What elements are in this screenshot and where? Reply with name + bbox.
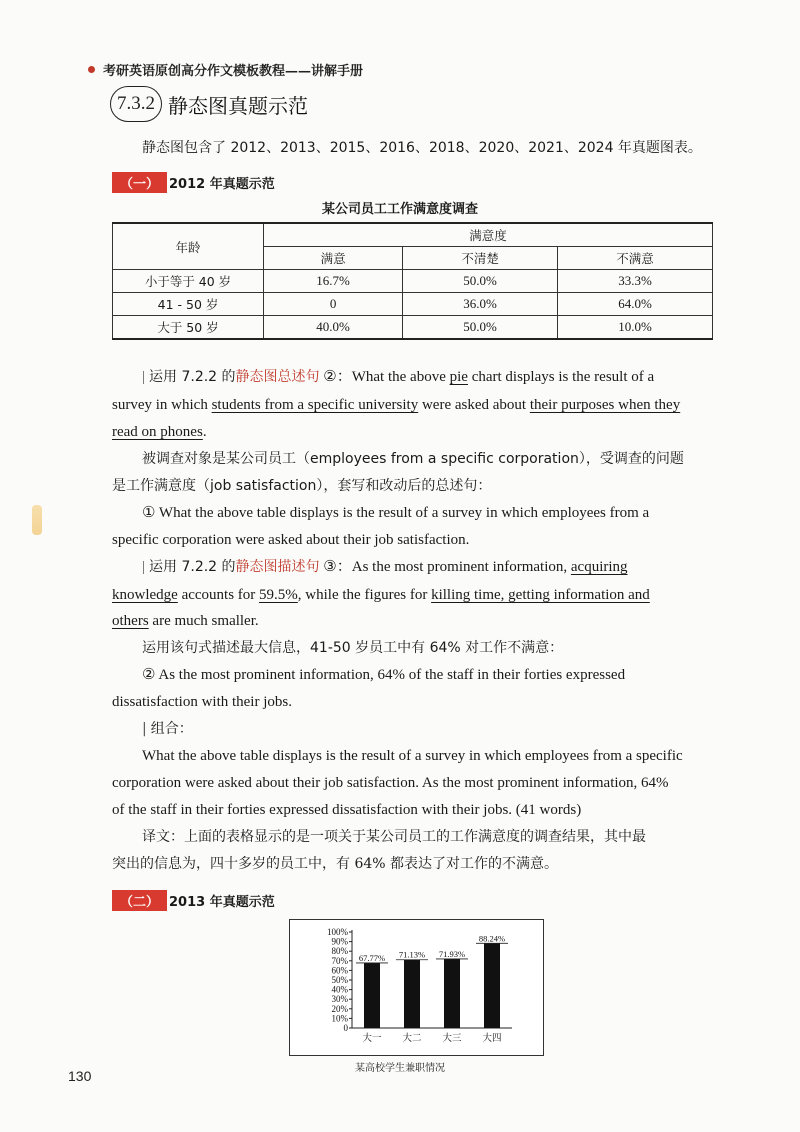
subheader-satisfied: 满意 bbox=[264, 247, 403, 270]
y-tick-label: 60% bbox=[331, 965, 348, 976]
running-header bbox=[88, 60, 363, 79]
bar bbox=[404, 960, 420, 1028]
largest-info-note: 运用该句式描述最大信息，41-50 岁员工中有 64% 对工作不满意： bbox=[142, 640, 564, 656]
quote-bar-icon: | bbox=[142, 559, 146, 575]
page-smudge bbox=[32, 505, 42, 535]
table-cell: 64.0% bbox=[558, 293, 713, 316]
y-tick-label: 90% bbox=[331, 936, 348, 947]
y-tick-label: 0 bbox=[343, 1023, 348, 1033]
category-label: 大一 bbox=[362, 1033, 382, 1044]
sentence1-line2: specific corporation were asked about their job satisfaction. bbox=[112, 532, 470, 548]
subheading-2012 bbox=[112, 172, 275, 193]
y-tick-label: 20% bbox=[331, 1003, 348, 1014]
description-reference-line3: others are much smaller. bbox=[112, 613, 259, 629]
subheading-badge: （二） bbox=[112, 890, 167, 911]
table-cell: 50.0% bbox=[403, 316, 558, 340]
y-tick-label: 10% bbox=[331, 1013, 348, 1024]
table-cell: 40.0% bbox=[264, 316, 403, 340]
table-row bbox=[113, 293, 713, 316]
bar bbox=[444, 959, 460, 1028]
running-title: 考研英语原创高分作文模板教程——讲解手册 bbox=[103, 64, 364, 79]
table-cell: 0 bbox=[264, 293, 403, 316]
subheading-text: 2013 年真题示范 bbox=[169, 895, 275, 910]
table-cell: 16.7% bbox=[264, 270, 403, 293]
category-label: 大四 bbox=[482, 1033, 502, 1044]
section-heading bbox=[110, 86, 308, 122]
sentence1-line1: ① What the above table displays is the result of a survey in which employees from a bbox=[142, 505, 650, 521]
table-cell: 33.3% bbox=[558, 270, 713, 293]
subheading-2013 bbox=[112, 890, 275, 911]
quote-bar-icon: | bbox=[142, 721, 147, 737]
col-header-age: 年龄 bbox=[113, 223, 264, 270]
bar-chart bbox=[290, 920, 543, 1055]
category-label: 大三 bbox=[442, 1033, 462, 1044]
data-label: 67.77% bbox=[358, 952, 386, 963]
y-tick-label: 30% bbox=[331, 994, 348, 1005]
description-reference-line2: knowledge accounts for 59.5%, while the figures for killing time, getting information and bbox=[112, 587, 650, 603]
section-title: 静态图真题示范 bbox=[168, 93, 308, 118]
summary-reference-line3: read on phones. bbox=[112, 424, 207, 440]
chart-frame bbox=[289, 919, 544, 1056]
col-header-satisfaction: 满意度 bbox=[264, 223, 713, 247]
y-tick-label: 80% bbox=[331, 946, 348, 957]
y-tick-label: 40% bbox=[331, 984, 348, 995]
final-essay-line1: What the above table displays is the result of a survey in which employees from a specific bbox=[142, 748, 683, 764]
final-essay-line2: corporation were asked about their job satisfaction. As the most prominent information, 64% bbox=[112, 775, 669, 791]
subheading-text: 2012 年真题示范 bbox=[169, 177, 275, 192]
y-tick-label: 50% bbox=[331, 975, 348, 985]
intro-paragraph: 静态图包含了 2012、2013、2015、2016、2018、2020、2021、2024 年真题图表。 bbox=[142, 140, 702, 156]
table-caption: 某公司员工工作满意度调查 bbox=[321, 202, 478, 217]
data-label: 88.24% bbox=[478, 933, 506, 944]
page-number: 130 bbox=[68, 1068, 92, 1084]
subheading-badge: （一） bbox=[112, 172, 167, 193]
satisfaction-table bbox=[112, 222, 713, 340]
y-tick-label: 70% bbox=[331, 955, 348, 966]
combine-label: | 组合： bbox=[142, 721, 193, 737]
table-cell: 50.0% bbox=[403, 270, 558, 293]
y-tick-label: 100% bbox=[327, 927, 348, 937]
category-label: 大二 bbox=[402, 1033, 422, 1044]
explanation-line2: 是工作满意度（job satisfaction），套写和改动后的总述句： bbox=[112, 478, 492, 494]
section-number: 7.3.2 bbox=[110, 86, 162, 122]
highlight-term: 静态图描述句 bbox=[235, 559, 320, 575]
data-label: 71.93% bbox=[438, 948, 466, 959]
bullet-dot-icon bbox=[88, 66, 95, 73]
translation-line2: 突出的信息为，四十多岁的员工中，有 64% 都表达了对工作的不满意。 bbox=[112, 856, 559, 872]
sentence2-line2: dissatisfaction with their jobs. bbox=[112, 694, 292, 710]
final-essay-line3: of the staff in their forties expressed dissatisfaction with their jobs. (41 words) bbox=[112, 802, 582, 818]
explanation-line1: 被调查对象是某公司员工（employees from a specific corporation），受调查的问题 bbox=[142, 451, 684, 467]
subheader-unclear: 不清楚 bbox=[403, 247, 558, 270]
table-row bbox=[113, 270, 713, 293]
data-label: 71.13% bbox=[398, 949, 426, 960]
row-label: 小于等于 40 岁 bbox=[113, 270, 264, 293]
table-row bbox=[113, 316, 713, 340]
row-label: 大于 50 岁 bbox=[113, 316, 264, 340]
quote-bar-icon: | bbox=[142, 369, 146, 385]
row-label: 41 - 50 岁 bbox=[113, 293, 264, 316]
table-cell: 36.0% bbox=[403, 293, 558, 316]
summary-reference-line1: | 运用 7.2.2 的静态图总述句 ②：What the above pie chart displays is the result of a bbox=[142, 369, 655, 385]
description-reference-line1: | 运用 7.2.2 的静态图描述句 ③：As the most prominent information, acquiring bbox=[142, 559, 628, 575]
subheader-dissatisfied: 不满意 bbox=[558, 247, 713, 270]
sentence2-line1: ② As the most prominent information, 64% of the staff in their forties expressed bbox=[142, 667, 626, 683]
chart-caption: 某高校学生兼职情况 bbox=[355, 1063, 445, 1074]
table-cell: 10.0% bbox=[558, 316, 713, 340]
translation-line1: 译文：上面的表格显示的是一项关于某公司员工的工作满意度的调查结果，其中最 bbox=[142, 829, 646, 845]
bar bbox=[484, 943, 500, 1028]
highlight-term: 静态图总述句 bbox=[235, 369, 320, 385]
bar bbox=[364, 963, 380, 1028]
summary-reference-line2: survey in which students from a specific university were asked about their purposes when they bbox=[112, 397, 681, 413]
